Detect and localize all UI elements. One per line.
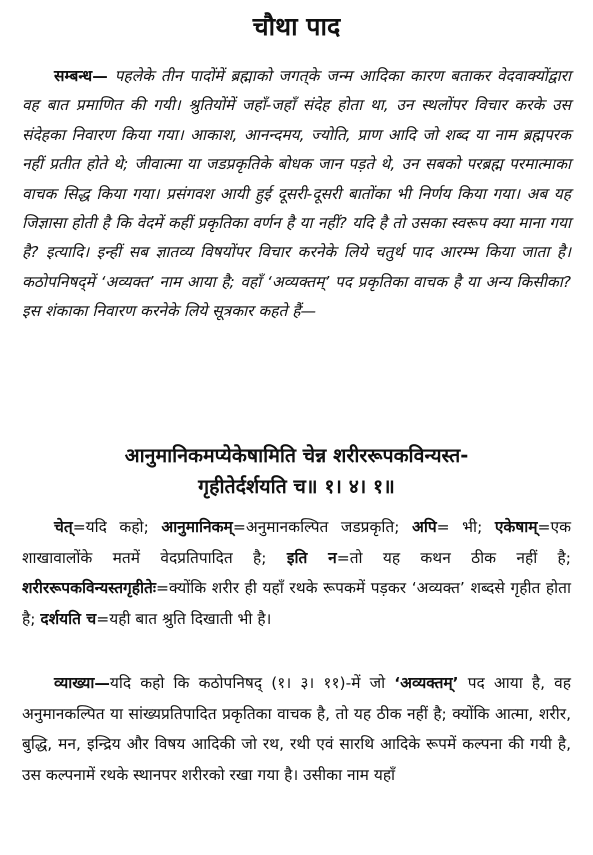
gloss-term: इति न: [286, 548, 337, 567]
sutra-line-1: आनुमानिकमप्येकेषामिति चेन्न शरीररूपकविन्यस्त-: [124, 444, 469, 467]
gloss-term: चेत्: [54, 518, 73, 536]
gloss-meaning: =क्योंकि शरीर ही यहाँ रथके रूपकमें पड़कर ‘अव्यक्त’ शब्दसे गृहीत होता है;: [22, 579, 571, 628]
gloss-term: आनुमानिकम्: [161, 518, 233, 536]
gloss-meaning: =तो यह कथन ठीक नहीं है;: [336, 548, 571, 567]
intro-text: पहलेके तीन पादोंमें ब्रह्माको जगत्‌के जन्म आदिका कारण बताकर वेदवाक्योंद्वारा वह बात प्रमाणित की गयी। श्रुतियोंमें जहाँ-जहाँ संदेह होता था, उन स्थलोंपर विचार करके उस संदेहका निवारण किया गया। आकाश, आनन्दमय, ज्योति, प्राण आदि जो शब्द या नाम ब्रह्मपरक नहीं प्रतीत होते थे; जीवात्मा या जडप्रकृतिके बोधक जान पड़ते थे, उन सबको परब्रह्म परमात्माका वाचक सिद्ध किया गया। प्रसंगवश आयी हुई दूसरी-दूसरी बातोंका भी निर्णय किया गया। अब यह जिज्ञासा होती है कि वेदमें कहीं प्रकृतिका वर्णन है या नहीं? यदि है तो उसका स्वरूप क्या माना गया है? इत्यादि। इन्हीं सब ज्ञातव्य विषयोंपर विचार करनेके लिये चतुर्थ पाद आरम्भ किया जाता है। कठोपनिषद्‌में ‘अव्यक्त’ नाम आया है; वहाँ ‘अव्यक्तम्’ पद प्रकृतिका वाचक है या अन्य किसीका? इस शंकाका निवारण करनेके लिये सूत्रकार कहते हैं—: [22, 67, 571, 321]
sutra-line-2: गृहीतेर्दर्शयति च॥ १। ४। १॥: [198, 475, 395, 498]
gloss-term: शरीररूपकविन्यस्तगृहीतेः: [22, 579, 156, 597]
chapter-title: चौथा पाद: [252, 12, 341, 41]
commentary-paragraph: [22, 668, 571, 790]
gloss-term: दर्शयति च: [40, 609, 97, 628]
intro-paragraph: [22, 62, 571, 327]
gloss-meaning: =एक शाखावालोंके मतमें वेदप्रतिपादित है;: [22, 518, 571, 567]
commentary-text-after: पद आया है, वह अनुमानकल्पित या सांख्यप्रतिपादित प्रकृतिका वाचक है, तो यह ठीक नहीं है; क्योंकि आत्मा, शरीर, बुद्धि, मन, इन्द्रिय और विषय आदिकी जो रथ, रथी एवं सारथि आदिके रूपमें कल्पना की गयी है, उस कल्पनामें रथके स्थानपर शरीरको रखा गया है। उसीका नाम यहाँ: [22, 674, 571, 784]
gloss-meaning: = भी;: [436, 518, 495, 536]
gloss-term: एकेषाम्: [494, 518, 538, 536]
word-gloss-paragraph: [22, 512, 571, 634]
gloss-meaning: =यदि कहो;: [72, 518, 162, 536]
gloss-meaning: =अनुमानकल्पित जडप्रकृति;: [232, 518, 412, 536]
gloss-meaning: =यही बात श्रुति दिखाती भी है।: [96, 609, 272, 628]
intro-label: सम्बन्ध—: [54, 67, 108, 85]
sutra-verse: [22, 440, 571, 502]
commentary-text-before: यदि कहो कि कठोपनिषद् (१। ३। ११)-में जो: [109, 674, 395, 692]
gloss-term: अपि: [411, 518, 437, 536]
commentary-label: व्याख्या—: [54, 674, 110, 692]
commentary-quoted-word: ‘अव्यक्तम्’: [394, 674, 459, 692]
